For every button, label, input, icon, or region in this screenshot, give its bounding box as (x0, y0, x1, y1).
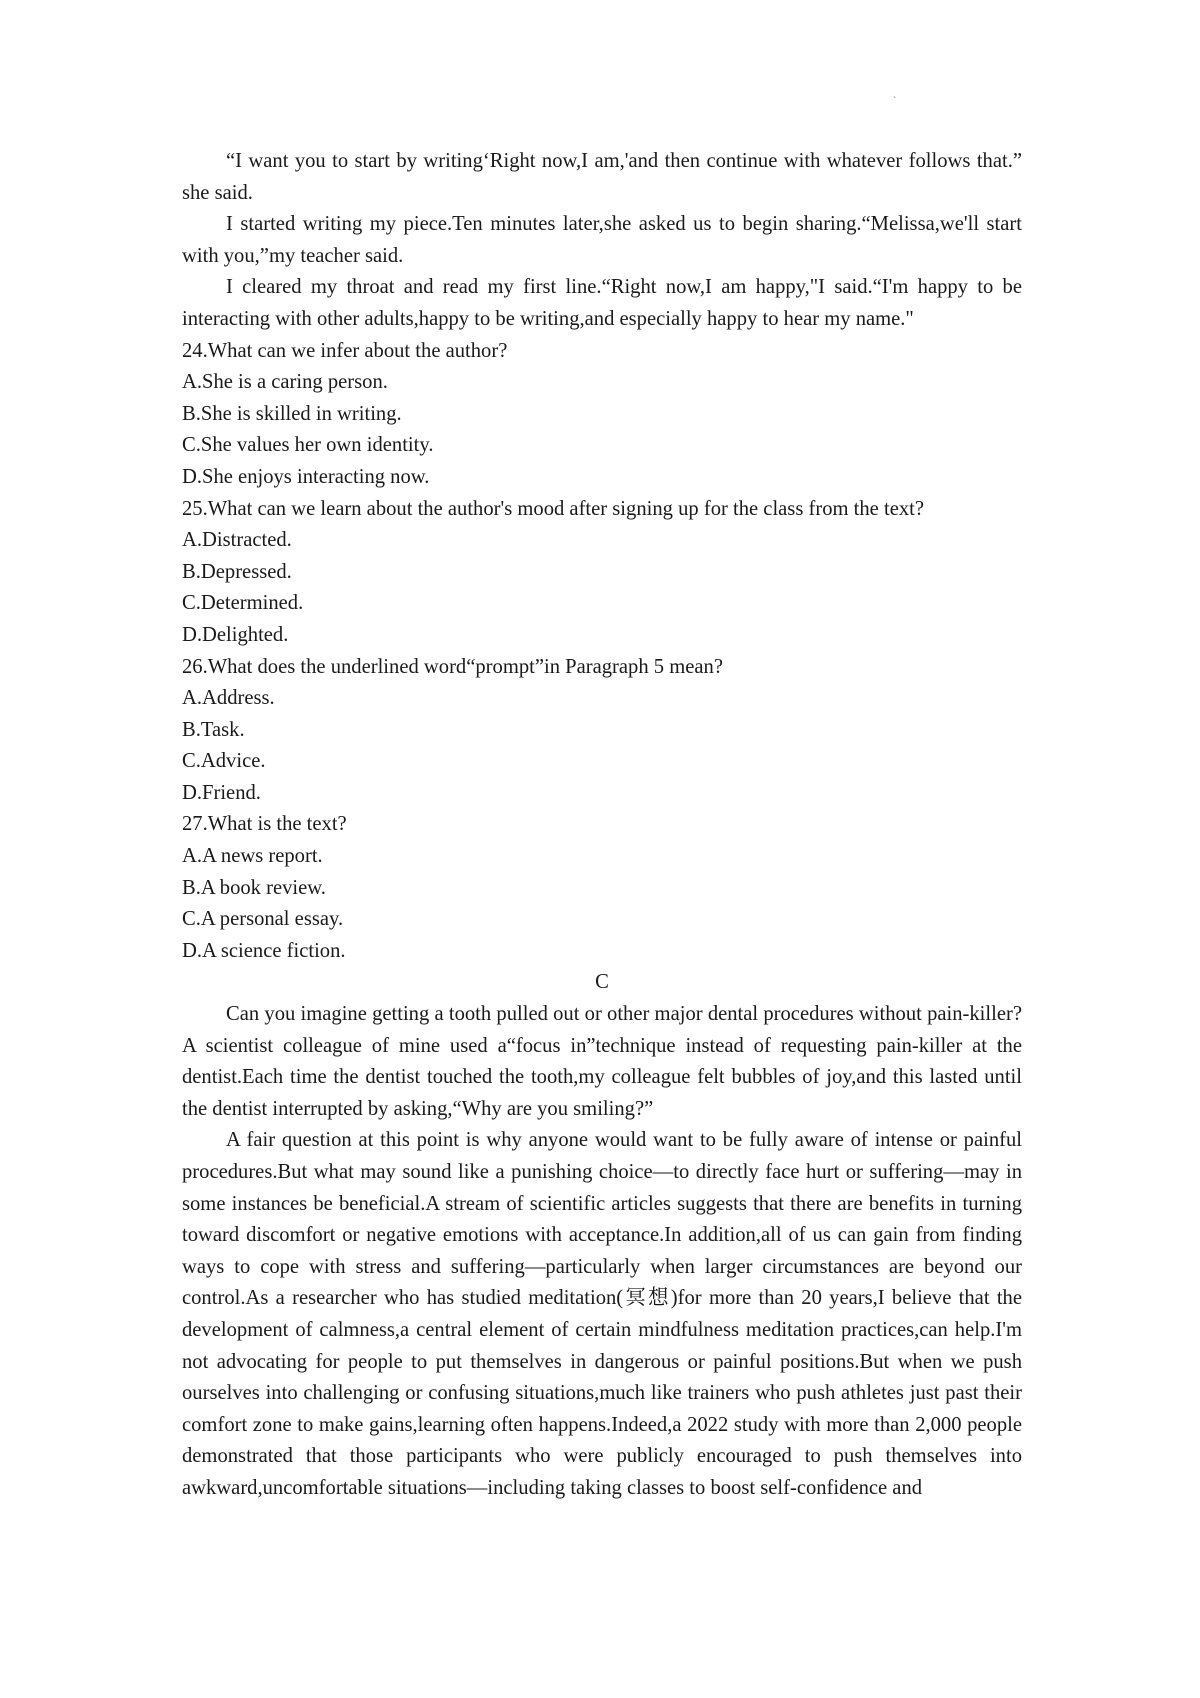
question-stem: 25.What can we learn about the author's mood after signing up for the class from the text? (182, 497, 924, 520)
paragraph: “I want you to start by writing‘Right now,I am,'and then continue with whatever follows that.” she said. (182, 150, 1022, 204)
option-a: A.Distracted. (182, 529, 292, 552)
option-c: C.Determined. (182, 592, 304, 615)
option-d: D.Friend. (182, 781, 261, 804)
option-d: D.A science fiction. (182, 939, 346, 962)
document-body (182, 146, 1022, 1505)
option-a: A.Address. (182, 687, 275, 710)
option-b: B.Depressed. (182, 560, 292, 583)
question-27 (182, 809, 1022, 967)
paragraph: Can you imagine getting a tooth pulled out or other major dental procedures without pain-killer?A scientist colleague of mine used a“focus in”technique instead of requesting pain-killer at the dentist.Each time the dentist touched the tooth,my colleague felt bubbles of joy,and this lasted until the dentist interrupted by asking,“Why are you smiling?” (182, 1003, 1022, 1120)
question-stem: 26.What does the underlined word“prompt”in Paragraph 5 mean? (182, 655, 723, 678)
option-c: C.Advice. (182, 750, 266, 773)
question-26 (182, 652, 1022, 810)
option-b: B.A book review. (182, 876, 326, 899)
option-d: D.She enjoys interacting now. (182, 465, 430, 488)
option-a: A.A news report. (182, 845, 323, 868)
paragraph: I cleared my throat and read my first line.“Right now,I am happy,"I said.“I'm happy to be interacting with other adults,happy to be writing,and especially happy to hear my name." (182, 276, 1022, 330)
question-25 (182, 494, 1022, 652)
option-b: B.She is skilled in writing. (182, 402, 402, 425)
page-mark: ` (893, 96, 897, 107)
option-d: D.Delighted. (182, 623, 289, 646)
section-heading: C (595, 971, 609, 994)
paragraph: I started writing my piece.Ten minutes later,she asked us to begin sharing.“Melissa,we'll start with you,”my teacher said. (182, 213, 1022, 267)
question-stem: 24.What can we infer about the author? (182, 339, 508, 362)
option-c: C.A personal essay. (182, 908, 344, 931)
question-stem: 27.What is the text? (182, 813, 347, 836)
question-24 (182, 336, 1022, 494)
option-c: C.She values her own identity. (182, 434, 434, 457)
paragraph: A fair question at this point is why anyone would want to be fully aware of intense or painful procedures.But what may sound like a punishing choice—to directly face hurt or suffering—may in some instances be beneficial.A stream of scientific articles suggests that there are benefits in turning toward discomfort or negative emotions with acceptance.In addition,all of us can gain from finding ways to cope with stress and suffering—particularly when larger circumstances are beyond our control.As a researcher who has studied meditation(冥想)for more than 20 years,I believe that the development of calmness,a central element of certain mindfulness meditation practices,can help.I'm not advocating for people to put themselves in dangerous or painful positions.But when we push ourselves into challenging or confusing situations,much like trainers who push athletes just past their comfort zone to make gains,learning often happens.Indeed,a 2022 study with more than 2,000 people demonstrated that those participants who were publicly encouraged to push themselves into awkward,uncomfortable situations—including taking classes to boost self-confidence and (182, 1129, 1022, 1499)
option-a: A.She is a caring person. (182, 371, 388, 394)
option-b: B.Task. (182, 718, 245, 741)
